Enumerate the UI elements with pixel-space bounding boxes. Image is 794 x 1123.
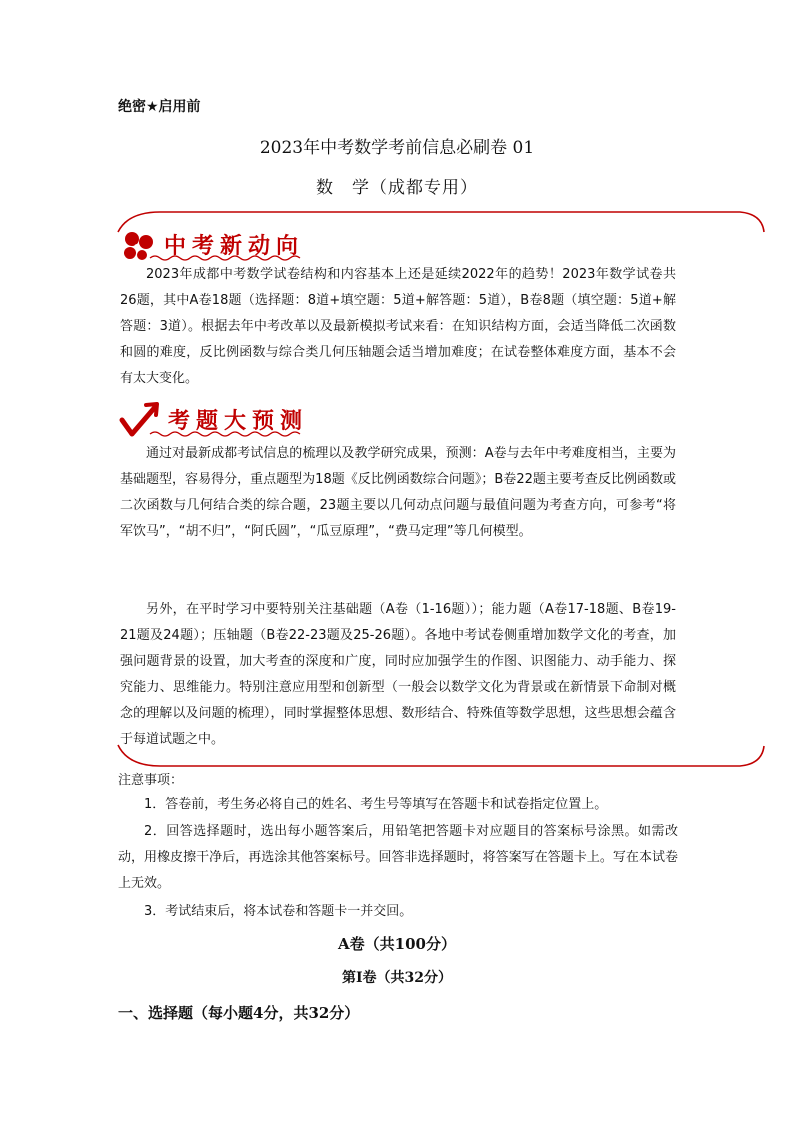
notes-label: 注意事项： <box>118 773 184 788</box>
section-title-choice: 一、选择题（每小题4分，共32分） <box>118 1004 360 1022</box>
section-heading-predictions: 考题大预测 <box>168 409 309 434</box>
note-item-1: 1．答卷前，考生务必将自己的姓名、考生号等填写在答题卡和试卷指定位置上。 <box>144 797 608 812</box>
section-heading-trends: 中考新动向 <box>164 234 305 259</box>
note-item-3: 3．考试结束后，将本试卷和答题卡一并交回。 <box>144 904 413 919</box>
confidential-label: 绝密★启用前 <box>118 99 201 115</box>
paper-subtitle: 数 学（成都专用） <box>316 178 478 198</box>
prediction-paragraph-2: 另外，在平时学习中要特别关注基础题（A卷（1-16题））；能力题（A卷17-18题、B卷19-21题及24题）；压轴题（B卷22-23题及25-26题）。各地中考试卷侧重增加数学文化的考查，加强问题背景的设置，加大考查的深度和广度，同时应加强学生的作图、识图能力、动手能力、探究能力、思维能力。特别注意应用型和创新型（一般会以数学文化为背景或在新情景下命制对概念的理解以及问题的梳理），同时掌握整体思想、数形结合、特殊值等数学思想，这些思想会蕴含于每道试题之中。 <box>120 602 676 747</box>
trends-paragraph: 2023年成都中考数学试卷结构和内容基本上还是延续2022年的趋势！2023年数学试卷共26题，其中A卷18题（选择题：8道+填空题：5道+解答题：5道），B卷8题（填空题：5道+解答题：3道）。根据去年中考改革以及最新模拟考试来看：在知识结构方面，会适当降低二次函数和圆的难度，反比例函数与综合类几何压轴题会适当增加难度；在试卷整体难度方面，基本不会有太大变化。 <box>120 267 676 386</box>
volume-1-heading: 第Ⅰ卷（共32分） <box>341 970 453 986</box>
flower-icon <box>118 228 158 264</box>
paper-title: 2023年中考数学考前信息必刷卷 01 <box>259 138 535 158</box>
check-arrow-icon <box>118 400 162 440</box>
note-item-2: 2．回答选择题时，选出每小题答案后，用铅笔把答题卡对应题目的答案标号涂黑。如需改动，用橡皮擦干净后，再选涂其他答案标号。回答非选择题时，将答案写在答题卡上。写在本试卷上无效。 <box>118 824 678 891</box>
prediction-paragraph-1: 通过对最新成都考试信息的梳理以及教学研究成果，预测：A卷与去年中考难度相当，主要为基础题型，容易得分，重点题型为18题《反比例函数综合问题》；B卷22题主要考查反比例函数或二次函数与几何结合类的综合题，23题主要以几何动点问题与最值问题为考查方向，可参考“将军饮马”，“胡不归”，“阿氏圆”，“瓜豆原理”，“费马定理”等几何模型。 <box>120 446 676 539</box>
part-a-heading: A卷（共100分） <box>338 935 456 953</box>
